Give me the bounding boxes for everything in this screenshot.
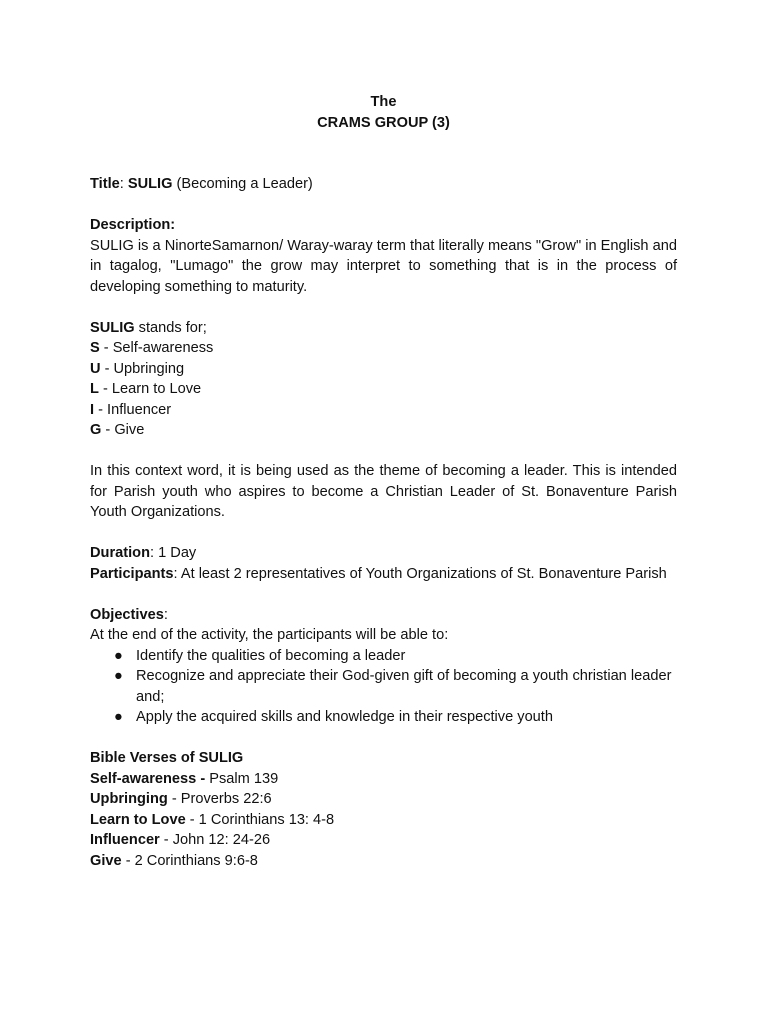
acronym-letter: S bbox=[90, 340, 100, 356]
acronym-letter: G bbox=[90, 422, 102, 438]
bullet-icon: ● bbox=[114, 647, 123, 664]
list-item bbox=[114, 666, 677, 707]
verse-label: Self-awareness - bbox=[90, 770, 206, 787]
title-name: SULIG bbox=[127, 176, 173, 192]
bible-verse bbox=[90, 830, 677, 851]
title-line bbox=[90, 174, 677, 195]
verse-ref: - John 12: 24-26 bbox=[159, 832, 271, 848]
acronym-item bbox=[90, 379, 677, 400]
bible-verse bbox=[90, 851, 677, 872]
context-text: In this context word, it is being used as the theme of becoming a leader. This is intended for Parish youth who aspires to become a Christian Leader of St. Bonaventure Parish Youth Organizations. bbox=[90, 463, 677, 520]
participants-label: Participants bbox=[90, 565, 174, 582]
title-subtitle: (Becoming a Leader) bbox=[172, 176, 313, 192]
acronym-word: SULIG bbox=[90, 319, 135, 336]
bullet-icon: ● bbox=[114, 709, 123, 725]
acronym-text: - Upbringing bbox=[100, 360, 185, 377]
description-text: SULIG is a NinorteSamarnon/ Waray-waray term that literally means "Grow" in English and in tagalog, "Lumago" the grow may interpret to something that is in the process of developing something to maturity. bbox=[90, 237, 677, 295]
spacer bbox=[90, 195, 677, 216]
verse-label: Learn to Love bbox=[90, 811, 186, 828]
duration-line bbox=[90, 543, 677, 564]
acronym-item bbox=[90, 400, 677, 421]
duration-value: : 1 Day bbox=[150, 545, 197, 561]
bullet-icon: ● bbox=[114, 668, 123, 684]
verse-ref: - 1 Corinthians 13: 4-8 bbox=[185, 811, 335, 828]
acronym-intro-text: stands for; bbox=[134, 319, 207, 336]
acronym-item bbox=[90, 420, 677, 441]
objectives-list bbox=[90, 646, 677, 728]
acronym-text: - Influencer bbox=[94, 401, 172, 418]
acronym-letter: I bbox=[90, 401, 95, 418]
verse-label: Influencer bbox=[90, 832, 160, 848]
participants-line bbox=[90, 564, 677, 585]
bible-verse bbox=[90, 789, 677, 810]
description-label: Description: bbox=[90, 217, 176, 233]
spacer bbox=[90, 728, 677, 749]
verse-ref: - 2 Corinthians 9:6-8 bbox=[121, 852, 258, 869]
objective-text: Identify the qualities of becoming a leader bbox=[136, 647, 406, 664]
duration-label: Duration bbox=[90, 545, 150, 561]
bible-heading: Bible Verses of SULIG bbox=[90, 750, 244, 766]
participants-value: : At least 2 representatives of Youth Organizations of St. Bonaventure Parish bbox=[173, 565, 667, 582]
acronym-item bbox=[90, 338, 677, 359]
header-line-1: The bbox=[370, 94, 397, 110]
objective-text: Apply the acquired skills and knowledge in their respective youth bbox=[136, 709, 553, 725]
group-header bbox=[90, 92, 677, 133]
acronym-text: - Learn to Love bbox=[98, 381, 202, 397]
objectives-intro: At the end of the activity, the participants will be able to: bbox=[90, 627, 449, 643]
title-label: Title bbox=[90, 176, 120, 192]
verse-ref: Psalm 139 bbox=[205, 770, 279, 787]
spacer bbox=[90, 584, 677, 605]
objectives-heading bbox=[90, 605, 677, 626]
header-line-2: CRAMS GROUP (3) bbox=[317, 114, 450, 131]
objectives-colon: : bbox=[163, 606, 168, 623]
objectives-label: Objectives bbox=[90, 606, 164, 623]
spacer bbox=[90, 133, 677, 154]
spacer bbox=[90, 441, 677, 462]
acronym-text: - Give bbox=[101, 422, 145, 438]
acronym-text: - Self-awareness bbox=[99, 340, 214, 356]
list-item bbox=[114, 646, 677, 667]
bible-verse bbox=[90, 769, 677, 790]
document-body bbox=[90, 92, 677, 871]
objective-text: Recognize and appreciate their God-given gift of becoming a youth christian leader and; bbox=[136, 668, 672, 705]
acronym-intro bbox=[90, 318, 677, 339]
title-sep: : bbox=[119, 176, 128, 192]
bible-verse bbox=[90, 810, 677, 831]
verse-label: Upbringing bbox=[90, 791, 168, 807]
verse-ref: - Proverbs 22:6 bbox=[167, 791, 272, 807]
spacer bbox=[90, 523, 677, 544]
acronym-letter: U bbox=[90, 360, 101, 377]
spacer bbox=[90, 297, 677, 318]
acronym-letter: L bbox=[90, 381, 99, 397]
verse-label: Give bbox=[90, 852, 122, 869]
list-item bbox=[114, 707, 677, 728]
spacer bbox=[90, 154, 677, 175]
acronym-item bbox=[90, 359, 677, 380]
